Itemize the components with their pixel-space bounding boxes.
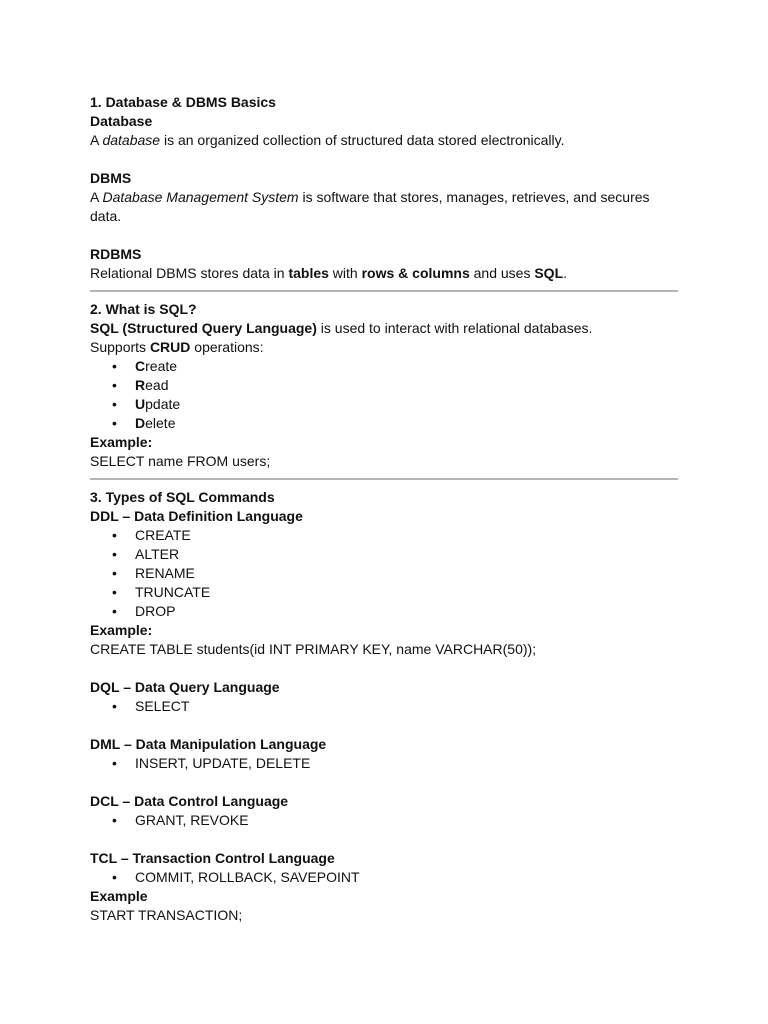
dbms-title: DBMS [90, 170, 132, 186]
crud-intro: Supports CRUD operations: [90, 339, 264, 355]
list-item: • Create [90, 357, 680, 376]
list-item: • CREATE [90, 526, 680, 545]
dml-title: DML – Data Manipulation Language [90, 736, 327, 752]
tcl-title: TCL – Transaction Control Language [90, 850, 335, 866]
list-item: • GRANT, REVOKE [90, 811, 680, 830]
example-code: SELECT name FROM users; [90, 453, 271, 469]
dql-title: DQL – Data Query Language [90, 679, 280, 695]
document-content [90, 93, 680, 925]
database-title: Database [90, 113, 153, 129]
section-divider [90, 290, 678, 292]
list-item: • DROP [90, 602, 680, 621]
section-divider [90, 478, 678, 480]
list-item: • TRUNCATE [90, 583, 680, 602]
dbms-definition: A Database Management System is software that stores, manages, retrieves, and secures data. [90, 189, 650, 224]
dcl-title: DCL – Data Control Language [90, 793, 289, 809]
example-code: START TRANSACTION; [90, 907, 243, 923]
database-term: database [102, 132, 161, 148]
rdbms-definition: Relational DBMS stores data in tables with rows & columns and uses SQL. [90, 265, 568, 281]
list-item: • Read [90, 376, 680, 395]
list-item: • ALTER [90, 545, 680, 564]
list-item: • Delete [90, 414, 680, 433]
list-item: • INSERT, UPDATE, DELETE [90, 754, 680, 773]
rdbms-title: RDBMS [90, 246, 142, 262]
database-definition: A database is an organized collection of structured data stored electronically. [90, 132, 565, 148]
list-item: • COMMIT, ROLLBACK, SAVEPOINT [90, 868, 680, 887]
example-label: Example [90, 888, 148, 904]
list-item: • SELECT [90, 697, 680, 716]
section-1-heading: 1. Database & DBMS Basics [90, 94, 276, 110]
example-label: Example: [90, 622, 153, 638]
ddl-title: DDL – Data Definition Language [90, 508, 303, 524]
sql-definition: SQL (Structured Query Language) is used to interact with relational databases. [90, 320, 593, 336]
dbms-term: Database Management System [102, 189, 299, 205]
list-item: • RENAME [90, 564, 680, 583]
example-label: Example: [90, 434, 153, 450]
list-item: • Update [90, 395, 680, 414]
example-code: CREATE TABLE students(id INT PRIMARY KEY, name VARCHAR(50)); [90, 641, 537, 657]
section-2-heading: 2. What is SQL? [90, 301, 197, 317]
section-3-heading: 3. Types of SQL Commands [90, 489, 275, 505]
